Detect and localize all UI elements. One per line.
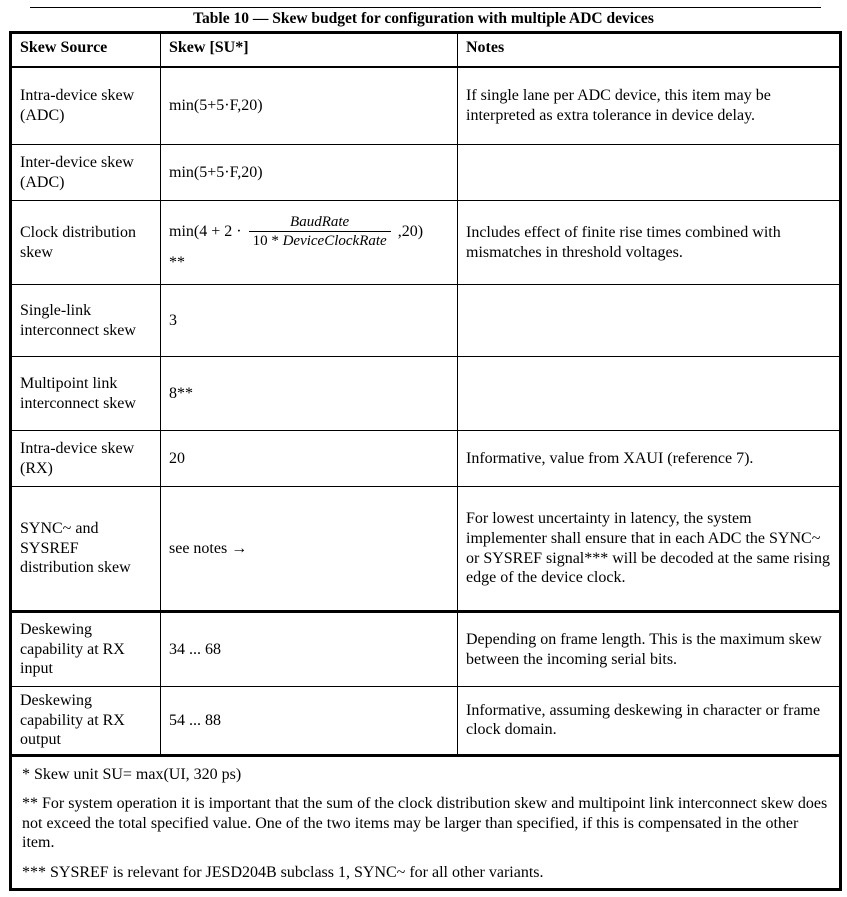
- notes-cell: [458, 357, 841, 431]
- table-row: [11, 201, 841, 285]
- column-header-skew-source: Skew Source: [11, 33, 161, 67]
- table-row: [11, 612, 841, 687]
- table-caption: Table 10 — Skew budget for configuration with multiple ADC devices: [193, 10, 654, 27]
- table-row: [11, 67, 841, 145]
- skew-source-cell: Clock distribution skew: [11, 201, 161, 285]
- notes-cell: [458, 145, 841, 201]
- footnote-skew-unit: * Skew unit SU= max(UI, 320 ps): [22, 765, 242, 783]
- formula-denominator: [249, 231, 391, 250]
- notes-cell: Depending on frame length. This is the maximum skew between the incoming serial bits.: [458, 612, 841, 687]
- skew-value-cell: min(5+5·F,20): [161, 145, 458, 201]
- skew-source-cell: Intra-device skew (ADC): [11, 67, 161, 145]
- table-row: [11, 431, 841, 487]
- skew-value-cell: 8**: [161, 357, 458, 431]
- table-row: [11, 687, 841, 756]
- skew-value-cell: see notes →: [161, 487, 458, 612]
- footnote-sysref-relevance: *** SYSREF is relevant for JESD204B subclass 1, SYNC~ for all other variants.: [22, 863, 544, 881]
- formula-prefix: min(4 + 2 ·: [169, 222, 242, 240]
- skew-value-cell: 3: [161, 285, 458, 357]
- notes-cell: Informative, value from XAUI (reference 7).: [458, 431, 841, 487]
- notes-cell: Includes effect of finite rise times combined with mismatches in threshold voltages.: [458, 201, 841, 285]
- skew-source-cell: Intra-device skew (RX): [11, 431, 161, 487]
- notes-cell: For lowest uncertainty in latency, the system implementer shall ensure that in each ADC the SYNC~ or SYSREF signal*** will be decoded at the same rising edge of the device clock.: [458, 487, 841, 612]
- notes-cell: [458, 285, 841, 357]
- notes-cell: Informative, assuming deskewing in character or frame clock domain.: [458, 687, 841, 756]
- skew-source-cell: Single-link interconnect skew: [11, 285, 161, 357]
- skew-formula: [169, 213, 449, 251]
- skew-value-cell: 54 ... 88: [161, 687, 458, 756]
- skew-source-cell: Deskewing capability at RX input: [11, 612, 161, 687]
- skew-source-cell: Deskewing capability at RX output: [11, 687, 161, 756]
- skew-value-cell: min(5+5·F,20): [161, 67, 458, 145]
- skew-source-cell: SYNC~ and SYSREF distribution skew: [11, 487, 161, 612]
- footnotes-row: [11, 755, 841, 890]
- footnotes-cell: [11, 755, 841, 890]
- column-header-notes: Notes: [458, 33, 841, 67]
- table-row: [11, 487, 841, 612]
- skew-budget-table: [9, 31, 842, 891]
- formula-suffix: ,20): [397, 222, 424, 240]
- formula-fraction: [246, 213, 394, 251]
- formula-denominator-variable: DeviceClockRate: [282, 233, 387, 250]
- skew-value-cell: 20: [161, 431, 458, 487]
- skew-source-cell: Multipoint link interconnect skew: [11, 357, 161, 431]
- table-row: [11, 285, 841, 357]
- table-header-row: [11, 33, 841, 67]
- footnote-system-operation: ** For system operation it is important that the sum of the clock distribution skew and multipoint link interconnect skew does not exceed the total specified value. One of the two items may be larger than specified, if this is compensated in the other item.: [22, 795, 828, 852]
- skew-source-cell: Inter-device skew (ADC): [11, 145, 161, 201]
- notes-cell: If single lane per ADC device, this item may be interpreted as extra tolerance in device delay.: [458, 67, 841, 145]
- formula-numerator: BaudRate: [290, 213, 350, 230]
- formula-footnote-marker: **: [169, 253, 185, 271]
- table-row: [11, 145, 841, 201]
- skew-value-cell: 34 ... 68: [161, 612, 458, 687]
- column-header-skew-value: Skew [SU*]: [161, 33, 458, 67]
- table-row: [11, 357, 841, 431]
- formula-denominator-coefficient: 10 *: [252, 233, 283, 250]
- skew-value-cell: [161, 201, 458, 285]
